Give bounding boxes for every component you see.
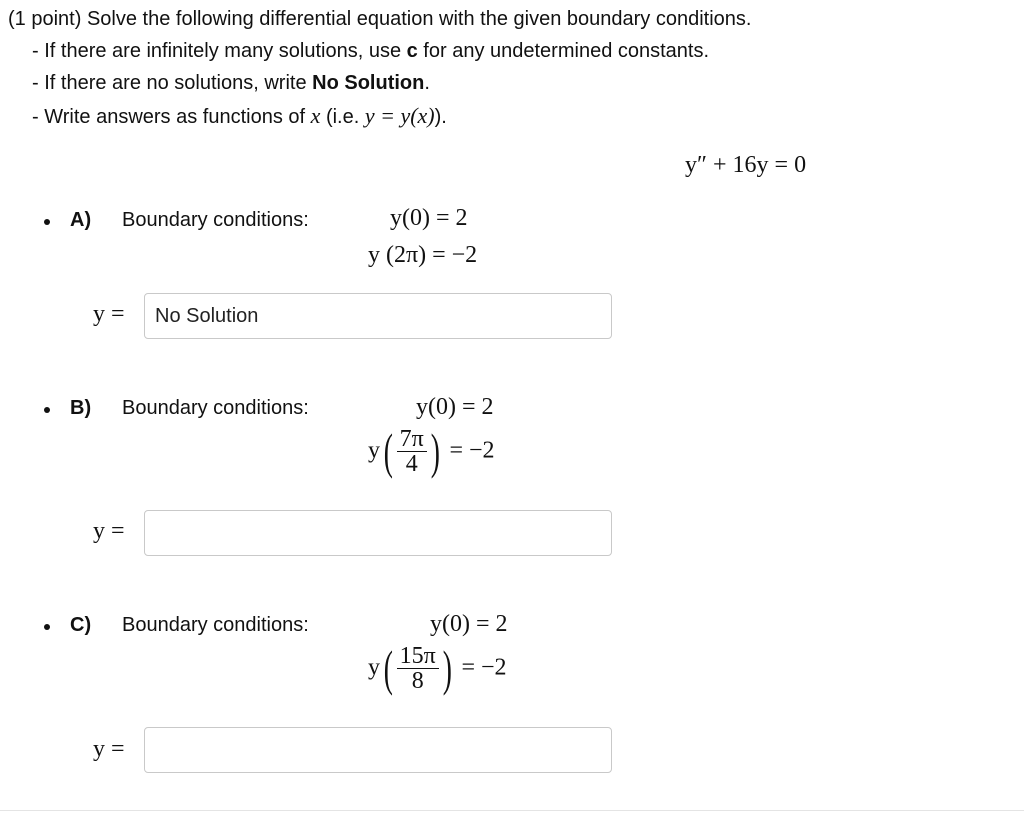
part-b-bc2 — [368, 423, 495, 479]
part-c-label: C) — [70, 614, 92, 636]
rule-variable: x — [310, 103, 321, 128]
boundary-conditions-label: Boundary conditions: — [122, 397, 309, 419]
bullet-icon — [44, 407, 50, 413]
points-label: (1 point) — [8, 8, 82, 30]
answer-prefix: y = — [93, 301, 125, 327]
differential-equation: y″ + 16y = 0 — [685, 152, 807, 178]
rule-bold: No Solution — [312, 72, 425, 94]
rule-text: (i.e. — [320, 106, 365, 128]
rule-text: . — [424, 72, 430, 94]
rule-bold: c — [406, 40, 418, 62]
bottom-divider — [0, 810, 1024, 811]
right-paren-icon: ) — [442, 640, 452, 696]
part-a-label: A) — [70, 209, 92, 231]
bc2-y: y — [368, 654, 380, 681]
boundary-conditions-label: Boundary conditions: — [122, 209, 309, 231]
part-b-label: B) — [70, 397, 92, 419]
instruction-text: Solve the following differential equation with the given boundary conditions. — [86, 8, 752, 30]
problem-statement — [8, 8, 751, 31]
bullet-icon — [44, 219, 50, 225]
rule-text: - If there are infinitely many solutions, use — [32, 40, 407, 62]
part-c-bc2 — [368, 640, 507, 696]
bc2-lhs: y (2π) — [368, 242, 427, 268]
part-a-bc2 — [368, 242, 477, 269]
part-a-answer-input[interactable] — [144, 293, 612, 339]
bc2-rhs: = −2 — [449, 437, 495, 464]
answer-prefix: y = — [93, 518, 125, 544]
left-paren-icon: ( — [383, 423, 393, 479]
fraction-denominator: 8 — [411, 667, 424, 694]
boundary-conditions-label: Boundary conditions: — [122, 614, 309, 636]
left-paren-icon: ( — [383, 640, 393, 696]
bc2-rhs: = −2 — [432, 242, 478, 268]
rule-infinite-solutions — [32, 40, 709, 63]
fraction-denominator: 4 — [405, 450, 418, 477]
answer-prefix: y = — [93, 736, 125, 762]
rule-no-solution — [32, 72, 430, 95]
bullet-icon — [44, 624, 50, 630]
fraction-numerator: 15π — [397, 644, 439, 669]
fraction — [397, 427, 427, 476]
part-b-bc1: y(0) = 2 — [416, 394, 494, 420]
part-c-bc1: y(0) = 2 — [430, 611, 508, 637]
rule-math: y = y(x) — [364, 103, 435, 128]
fraction — [397, 644, 439, 693]
part-c-answer-input[interactable] — [144, 727, 612, 773]
fraction-numerator: 7π — [397, 427, 427, 452]
rule-function-form — [32, 103, 447, 129]
rule-text: - Write answers as functions of — [32, 106, 311, 128]
rule-text: - If there are no solutions, write — [32, 72, 313, 94]
bc2-rhs: = −2 — [461, 654, 507, 681]
bc2-y: y — [368, 437, 380, 464]
right-paren-icon: ) — [430, 423, 440, 479]
rule-text: ). — [434, 106, 447, 128]
part-b-answer-input[interactable] — [144, 510, 612, 556]
rule-text: for any undetermined constants. — [417, 40, 710, 62]
part-a-bc1: y(0) = 2 — [390, 205, 468, 231]
